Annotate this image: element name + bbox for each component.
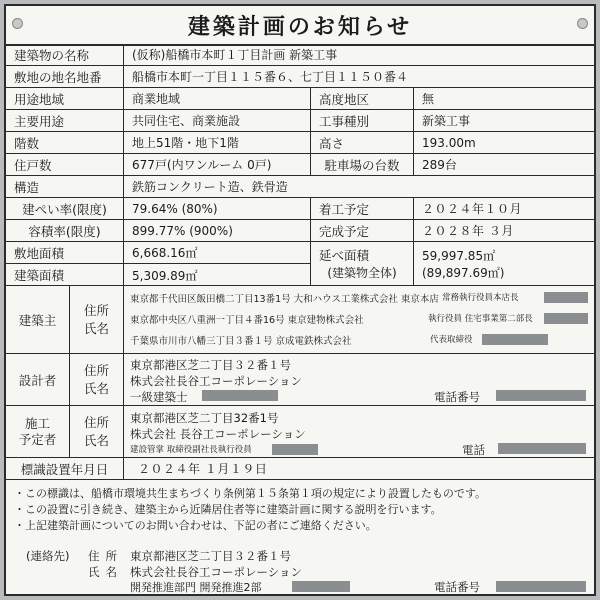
note-line: ・この標識は、船橋市環境共生まちづくり条例第１５条第１項の規定により設置したものです。 xyxy=(14,487,487,500)
label-total-floor-area-b: (建築物全体) xyxy=(327,266,397,280)
label-work-type: 工事種別 xyxy=(310,110,414,131)
value-main-use: 共同住宅、商業施設 xyxy=(132,114,241,128)
value-site-area: 6,668.16㎡ xyxy=(132,246,198,260)
value-height: 193.00m xyxy=(422,135,476,150)
redacted-block xyxy=(202,390,278,401)
contractor-phone-label: 電話 xyxy=(462,443,485,457)
owner-line2: 東京都中央区八重洲一丁目４番16号 東京建物株式会社 xyxy=(130,315,364,326)
section-designer xyxy=(6,354,594,406)
owner-name-label: 氏名 xyxy=(83,320,109,336)
value-completion-date: ２０２８年 ３月 xyxy=(422,224,514,238)
label-contractor xyxy=(6,406,70,457)
label-structure: 構造 xyxy=(6,176,124,197)
contact-company: 株式会社長谷工コーポレーション xyxy=(130,565,303,579)
row-far xyxy=(6,220,594,242)
redacted-block xyxy=(272,444,318,455)
label-units: 住戸数 xyxy=(6,154,124,175)
row-use-zone xyxy=(6,88,594,110)
row-main-use xyxy=(6,110,594,132)
row-floors xyxy=(6,132,594,154)
label-use-zone: 用途地域 xyxy=(6,88,124,109)
value-parking: 289台 xyxy=(422,158,457,172)
label-parking: 駐車場の台数 xyxy=(310,154,414,175)
row-building-name xyxy=(6,44,594,66)
owner-line1-role: 常務執行役員本店長 xyxy=(442,293,519,303)
value-floors: 地上51階・地下1階 xyxy=(132,136,239,150)
contact-name-label: 氏名 xyxy=(88,565,123,579)
row-units xyxy=(6,154,594,176)
section-contractor xyxy=(6,406,594,458)
value-start-date: ２０２４年１０月 xyxy=(422,202,523,216)
value-height-district: 無 xyxy=(422,92,435,106)
row-coverage xyxy=(6,198,594,220)
designer-labels xyxy=(70,354,124,405)
owner-labels xyxy=(70,286,124,353)
notice-title: 建築計画のお知らせ xyxy=(6,6,594,46)
contractor-addr-label: 住所 xyxy=(83,414,109,430)
value-total-floor-area-a: 59,997.85㎡ xyxy=(422,248,496,263)
label-install-date: 標識設置年月日 xyxy=(6,458,124,479)
redacted-block xyxy=(292,581,350,592)
owner-addr-label: 住所 xyxy=(83,302,109,318)
label-main-use: 主要用途 xyxy=(6,110,124,131)
label-height-district: 高度地区 xyxy=(310,88,414,109)
section-owner xyxy=(6,286,594,354)
contractor-labels xyxy=(70,406,124,457)
contact-dept: 開発推進部門 開発推進2部 xyxy=(130,581,262,594)
label-owner: 建築主 xyxy=(6,286,70,353)
label-designer: 設計者 xyxy=(6,354,70,405)
value-building-area: 5,309.89㎡ xyxy=(132,268,198,283)
value-install-date: ２０２４年 １月１９日 xyxy=(138,462,268,476)
contact-phone-label: 電話番号 xyxy=(434,580,480,594)
owner-line2-role: 執行役員 住宅事業第二部長 xyxy=(428,314,533,324)
value-work-type: 新築工事 xyxy=(422,114,471,128)
owner-line3-role: 代表取締役 xyxy=(430,335,473,345)
designer-line1: 東京都港区芝二丁目３２番１号 xyxy=(130,358,291,372)
owner-line1: 東京都千代田区飯田橋二丁目13番1号 大和ハウス工業株式会社 東京本店 xyxy=(130,294,439,305)
redacted-block xyxy=(482,334,548,345)
contact-label: (連絡先) xyxy=(26,549,70,563)
label-building-area: 建築面積 xyxy=(6,264,124,286)
row-areas xyxy=(6,242,594,286)
label-start-date: 着工予定 xyxy=(310,198,414,219)
designer-phone-label: 電話番号 xyxy=(434,390,480,404)
label-coverage: 建ぺい率(限度) xyxy=(6,198,124,219)
value-use-zone: 商業地域 xyxy=(132,92,181,106)
contact-addr-label: 住所 xyxy=(88,549,123,563)
redacted-block xyxy=(498,443,586,454)
designer-line2: 株式会社長谷工コーポレーション xyxy=(130,374,303,388)
designer-line3: 一級建築士 xyxy=(130,390,188,404)
label-contractor-b: 予定者 xyxy=(18,431,57,447)
label-height: 高さ xyxy=(310,132,414,153)
note-line: ・上記建築計画についてのお問い合わせは、下記の者にご連絡ください。 xyxy=(14,519,377,532)
value-total-floor-area xyxy=(414,242,594,285)
label-completion-date: 完成予定 xyxy=(310,220,414,241)
notice-board xyxy=(4,4,596,596)
value-structure: 鉄筋コンクリート造、鉄骨造 xyxy=(132,180,288,194)
designer-name-label: 氏名 xyxy=(83,380,109,396)
contractor-line2: 株式会社 長谷工コーポレーション xyxy=(130,427,306,441)
redacted-block xyxy=(544,292,588,303)
redacted-block xyxy=(544,313,588,324)
label-contractor-a: 施工 xyxy=(24,415,50,431)
value-total-floor-area-b: (89,897.69㎡) xyxy=(422,265,505,280)
row-structure xyxy=(6,176,594,198)
row-site-address xyxy=(6,66,594,88)
label-floors: 階数 xyxy=(6,132,124,153)
label-site-address: 敷地の地名地番 xyxy=(6,66,124,87)
label-total-floor-area xyxy=(310,242,414,285)
label-far: 容積率(限度) xyxy=(6,220,124,241)
value-units: 677戸(内ワンルーム 0戸) xyxy=(132,158,272,172)
value-site-address: 船橋市本町一丁目１１５番６、七丁目１１５０番４ xyxy=(132,70,409,84)
value-building-name: (仮称)船橋市本町１丁目計画 新築工事 xyxy=(132,48,338,62)
contractor-line1: 東京都港区芝二丁目32番1号 xyxy=(130,411,279,425)
label-total-floor-area-a: 延べ面積 xyxy=(319,248,370,263)
note-line: ・この設置に引き続き、建築主から近隣居住者等に建築計画に関する説明を行います。 xyxy=(14,503,442,516)
label-site-area: 敷地面積 xyxy=(6,242,124,263)
redacted-block xyxy=(496,581,586,592)
designer-addr-label: 住所 xyxy=(83,362,109,378)
label-building-name: 建築物の名称 xyxy=(6,44,124,65)
value-far: 899.77% (900%) xyxy=(132,223,233,238)
owner-line3: 千葉県市川市八幡三丁目３番１号 京成電鉄株式会社 xyxy=(130,336,352,347)
redacted-block xyxy=(496,390,586,401)
contractor-name-label: 氏名 xyxy=(83,432,109,448)
row-install-date xyxy=(6,458,594,480)
contractor-line3: 建設管掌 取締役副社長執行役員 xyxy=(130,445,252,455)
contact-addr: 東京都港区芝二丁目３２番１号 xyxy=(130,549,291,563)
value-coverage: 79.64% (80%) xyxy=(132,201,218,216)
